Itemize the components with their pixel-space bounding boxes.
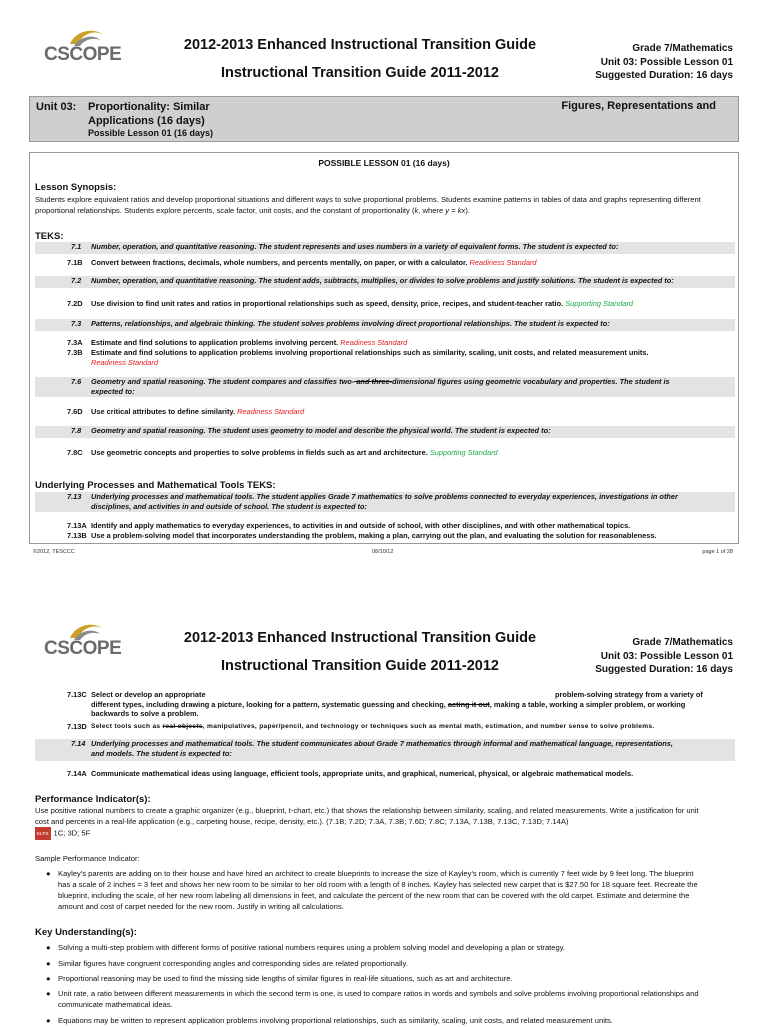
synopsis-text: Students explore equivalent ratios and develop proportional situations and different ways to solve proportional problems. Students examine patterns in tables of data and graphs representing different proportional relationships. Students explore percents, scale factor, unit costs, and the constant of proportionality (k, where y = kx). xyxy=(35,195,701,215)
grade-label: Grade 7/Mathematics xyxy=(632,637,733,648)
teks-row-7-2d: 7.2D Use division to find unit rates and ratios in proportional relationships such as speed, density, price, recipes, and student-teacher ratio. Supporting Standard xyxy=(67,299,634,308)
doc-title-2: 2012-2013 Enhanced Instructional Transition Guide xyxy=(183,630,537,646)
footer-page: page 1 of 28 xyxy=(702,549,733,555)
doc-subtitle: Instructional Transition Guide 2011-2012 xyxy=(220,65,499,81)
teks-row-7-3b: 7.3B Estimate and find solutions to application problems involving proportional relationships such as similarity, scaling, unit costs, and related measurement units. Readiness Standard xyxy=(67,348,649,367)
underlying-heading: Underlying Processes and Mathematical Tools TEKS: xyxy=(35,480,276,491)
footer-copyright: ©2012, TESCCC xyxy=(33,549,75,555)
teks-row-7-3a: 7.3A Estimate and find solutions to application problems involving percent. Readiness Standard xyxy=(67,338,408,347)
performance-text: Use positive rational numbers to create a graphic organizer (e.g., blueprint, t-chart, etc.) that shows the relationship between similarity, scaling, and related measurements. Write a justification for unit cost and percents in a real-life application (e.g., carpeting house, recipe, density, etc.). (7.1B; 7.2D; 7.3A, 7.3B; 7.6D; 7.8C; 7.13A, 7.13B, 7.13C, 7.13D; 7.14A) ELPS 1C; 3D; 5F xyxy=(35,805,735,840)
teks-row-7-13a: 7.13A Identify and apply mathematics to everyday experiences, to activities in and outside of school, with other disciplines, and with other mathematical topics. xyxy=(67,521,631,530)
teks-row-7-13b: 7.13B Use a problem-solving model that incorporates understanding the problem, making a plan, carrying out the plan, and evaluating the solution for reasonableness. xyxy=(67,531,657,540)
header-meta xyxy=(595,42,733,83)
unit-label: Unit 03: Possible Lesson 01 xyxy=(600,650,733,662)
key-understanding-5: ● Equations may be written to represent application problems involving proportional relationships, such as similarity, scaling, unit costs, and related measurement units. xyxy=(46,1016,613,1025)
teks-row-7-13c: 7.13C Select or develop an appropriate problem-solving strategy from a variety of different types, including drawing a picture, looking for a pattern, systematic guessing and checking, acting it out, making a table, working a simpler problem, or working backwards to solve a problem. xyxy=(67,690,703,718)
teks-row-7-13d: 7.13D Select tools such as real objects, manipulatives, paper/pencil, and technology or techniques such as mental math, estimation, and number sense to solve problems. xyxy=(67,722,655,731)
teks-row-7-1b: 7.1B Convert between fractions, decimals, whole numbers, and percents mentally, on paper, or with a calculator. Readiness Standard xyxy=(67,258,537,267)
bullet-icon: ● xyxy=(46,989,51,998)
duration-label: Suggested Duration: 16 days xyxy=(595,70,733,81)
teks-heading: TEKS: xyxy=(35,231,64,242)
unit-title: Proportionality: Similar Applications (16 days) xyxy=(88,101,210,127)
bullet-icon: ● xyxy=(46,943,51,952)
elps-badge: ELPS xyxy=(35,827,51,840)
unit-bar xyxy=(29,96,739,142)
performance-heading: Performance Indicator(s): xyxy=(35,794,151,805)
teks-row-7-8: 7.8 Geometry and spatial reasoning. The student uses geometry to model and describe the physical world. The student is expected to: xyxy=(35,426,735,438)
sample-indicator: ● Kayley's parents are adding on to their house and have hired an architect to create blueprints to increase the size of Kayley's room, which is currently 7 feet wide by 9 feet long. The blueprint has a scale of 2 inches = 3 feet and shows her new room to be similar to her old room with a length of 8 inches. Kayley has selected new carpet that is $27.50 for 18 square feet. Recreate the blueprint, including the scale, of her new room labeling all dimensions in feet, and calculate the percent of the new room that can be covered with the old carpet. Estimate and determine the amount and cost of carpet needed for the new room. Justify in writing all calculations. xyxy=(46,869,698,911)
unit-possible-lesson: Possible Lesson 01 (16 days) xyxy=(88,128,214,138)
footer-date: 08/10/12 xyxy=(372,549,394,555)
key-understanding-heading: Key Understanding(s): xyxy=(35,927,137,938)
teks-row-7-2: 7.2 Number, operation, and quantitative reasoning. The student adds, subtracts, multiplies, or divides to solve problems and justify solutions. The student is expected to: xyxy=(35,276,735,288)
doc-title: 2012-2013 Enhanced Instructional Transition Guide xyxy=(183,37,537,53)
unit-label: Unit 03: Possible Lesson 01 xyxy=(600,56,733,68)
bullet-icon: ● xyxy=(46,1016,51,1025)
teks-row-7-1: 7.1 Number, operation, and quantitative reasoning. The student represents and uses numbers in a variety of equivalent forms. The student is expected to: xyxy=(35,242,735,254)
header-meta-2 xyxy=(595,636,733,677)
grade-label: Grade 7/Mathematics xyxy=(632,43,733,54)
page-2 xyxy=(0,585,768,1024)
unit-title-right: Figures, Representations and xyxy=(561,100,716,112)
key-understanding-1: ● Solving a multi-step problem with different forms of positive rational numbers requires using a problem solving model and developing a plan or strategy. xyxy=(46,943,566,952)
bullet-icon: ● xyxy=(46,959,51,968)
teks-row-7-14a: 7.14A Communicate mathematical ideas using language, efficient tools, appropriate units, and graphical, numerical, physical, or algebraic mathematical models. xyxy=(67,769,634,778)
bullet-icon: ● xyxy=(46,974,51,983)
cscope-logo xyxy=(44,28,124,72)
duration-label: Suggested Duration: 16 days xyxy=(595,664,733,675)
key-understanding-4: ● Unit rate, a ratio between different measurements in which the second term is one, is used to compare ratios in words and symbols and solve problems involving proportional relationships and communicate mathematical ideas. xyxy=(46,989,699,1009)
unit-number: Unit 03: xyxy=(36,101,77,113)
doc-subtitle-2: Instructional Transition Guide 2011-2012 xyxy=(220,658,499,674)
sample-heading: Sample Performance Indicator: xyxy=(35,854,140,863)
synopsis-heading: Lesson Synopsis: xyxy=(35,182,117,193)
key-understanding-2: ● Similar figures have congruent corresponding angles and corresponding sides are related proportionally. xyxy=(46,959,408,968)
key-understanding-3: ● Proportional reasoning may be used to find the missing side lengths of similar figures in real-life situations, such as art and architecture. xyxy=(46,974,513,983)
logo-wordmark: CSCOPE xyxy=(44,44,122,65)
teks-row-7-6: 7.6 Geometry and spatial reasoning. The student compares and classifies two- and three-dimensional figures using geometric vocabulary and properties. The student is expected to: xyxy=(35,377,735,397)
teks-row-7-8c: 7.8C Use geometric concepts and properties to solve problems in fields such as art and architecture. Supporting Standard xyxy=(67,448,498,457)
lesson-heading: POSSIBLE LESSON 01 (16 days) xyxy=(318,158,450,168)
teks-row-7-14: 7.14 Underlying processes and mathematical tools. The student communicates about Grade 7 mathematics through informal and mathematical language, representations, and models. The student is expected to: xyxy=(35,739,735,761)
teks-row-7-13: 7.13 Underlying processes and mathematical tools. The student applies Grade 7 mathematics to solve problems connected to everyday experiences, investigations in other disciplines, and activities in and outside of school. The student is expected to: xyxy=(35,492,735,512)
teks-row-7-6d: 7.6D Use critical attributes to define similarity. Readiness Standard xyxy=(67,407,305,416)
logo-wordmark: CSCOPE xyxy=(44,638,122,659)
cscope-logo-2 xyxy=(44,622,124,666)
bullet-icon: ● xyxy=(46,869,51,878)
teks-row-7-3: 7.3 Patterns, relationships, and algebraic thinking. The student solves problems involving direct proportional relationships. The student is expected to: xyxy=(35,319,735,331)
